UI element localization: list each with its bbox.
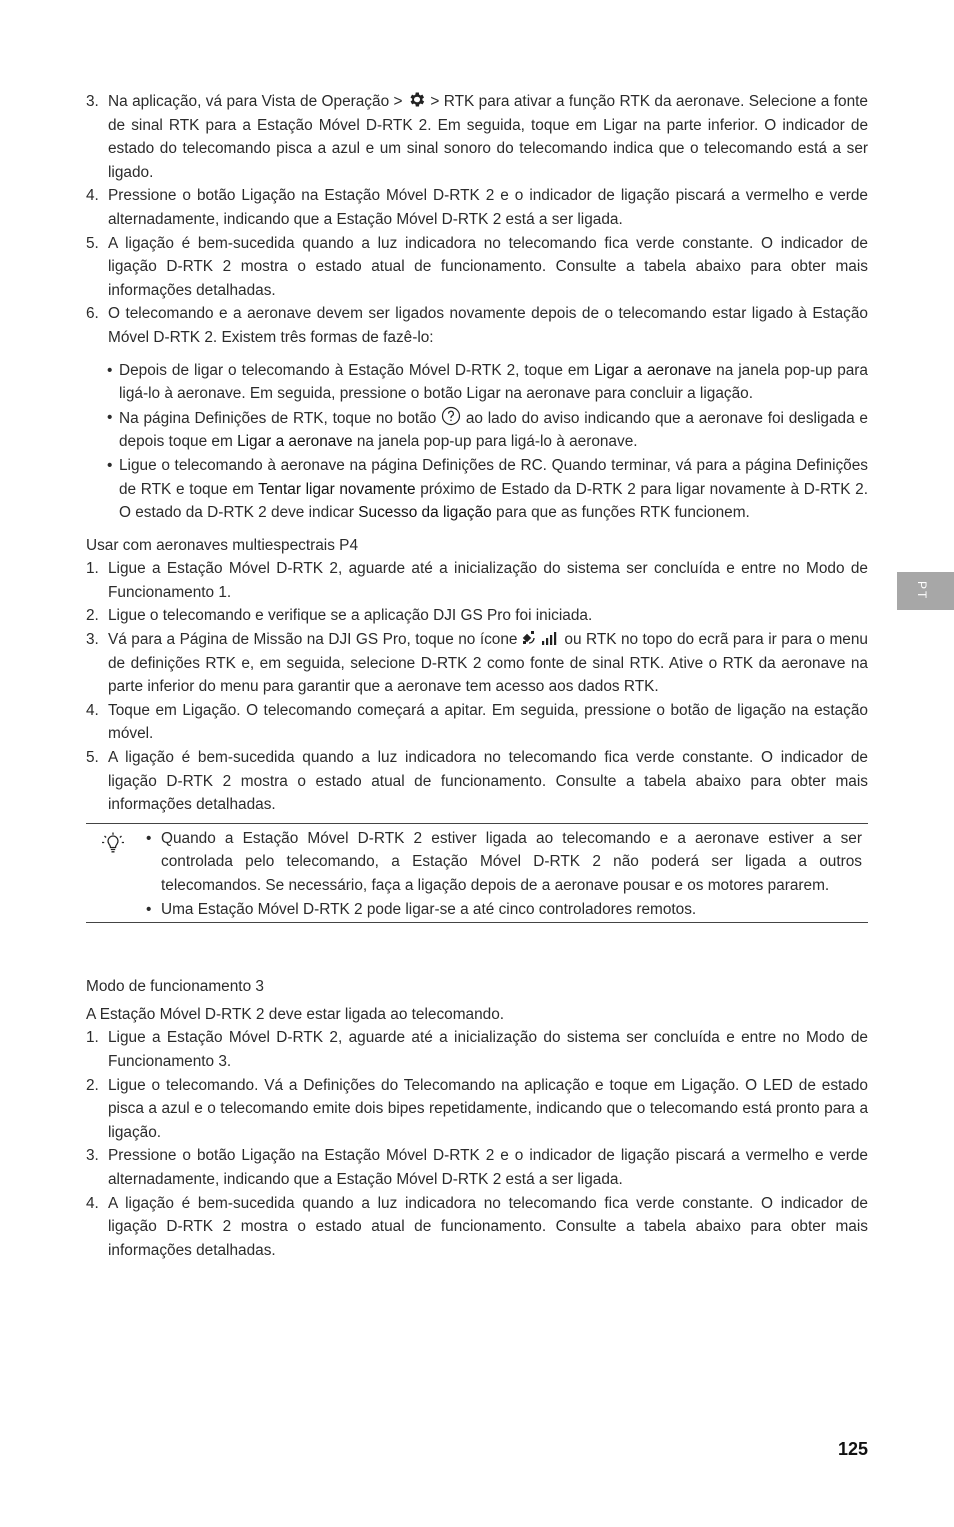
bullet-dot: • — [146, 829, 152, 847]
satellite-signal-icon — [522, 629, 560, 647]
section-title: Usar com aeronaves multiespectrais P4 — [86, 536, 359, 554]
item-text: Ligue o telecomando e verifique se a aplicação DJI GS Pro foi iniciada. — [108, 607, 593, 625]
bullet-item — [86, 454, 868, 525]
bullet-dot: • — [107, 408, 113, 426]
list-item — [86, 1026, 868, 1073]
bullet-text: Depois de ligar o telecomando à Estação Móvel D-RTK 2, toque em — [119, 361, 595, 379]
ui-term: Sucesso da ligação — [358, 504, 492, 522]
language-tab-label: PT — [915, 581, 929, 601]
item-text: Pressione o botão Ligação na Estação Móvel D-RTK 2 e o indicador de ligação piscará a vermelho e verde alternadamente, indicando que a Estação Móvel D-RTK 2 está a ser ligada. — [108, 187, 868, 228]
ui-term: Ligar a aeronave — [237, 433, 353, 451]
list-item — [86, 1144, 868, 1191]
language-tab — [897, 572, 954, 610]
bullet-dot: • — [107, 361, 113, 379]
list-item — [86, 746, 868, 817]
page-number: 125 — [837, 1439, 868, 1459]
note-bullet — [141, 898, 862, 922]
item-number: 4. — [86, 1194, 99, 1212]
bullet-text: para que as funções RTK funcionem. — [491, 504, 750, 522]
list-item — [86, 1192, 868, 1263]
item-text: Ligue o telecomando. Vá a Definições do Telecomando na aplicação e toque em Ligação. O LED de estado pisca a azul e o telecomando emite dois bipes repetidamente, indicando que o telecomando está pronto para a ligação. — [108, 1076, 868, 1141]
section-intro: A Estação Móvel D-RTK 2 deve estar ligada ao telecomando. — [86, 1005, 505, 1023]
list-item — [86, 302, 868, 349]
note-bullet — [141, 827, 862, 898]
page-body — [86, 90, 868, 1262]
item-text: Na aplicação, vá para Vista de Operação > — [108, 93, 407, 110]
item-text: Pressione o botão Ligação na Estação Móvel D-RTK 2 e o indicador de ligação piscará a vermelho e verde alternadamente, indicando que a Estação Móvel D-RTK 2 está a ser ligada. — [108, 1147, 868, 1188]
item-number: 4. — [86, 701, 99, 719]
list-item — [86, 184, 868, 231]
item-number: 5. — [86, 234, 99, 252]
list-item — [86, 628, 868, 699]
list-item — [86, 232, 868, 303]
item-text: A ligação é bem-sucedida quando a luz indicadora no telecomando fica verde constante. O indicador de ligação D-RTK 2 mostra o estado atual de funcionamento. Consulte a tabela abaixo para obter mais informações detalhadas. — [108, 234, 868, 299]
bullet-text: próximo de Estado da D-RTK 2 para ligar novamente à D-RTK 2. O estado da D-RTK 2 deve indicar — [119, 480, 868, 522]
tip-note — [86, 823, 868, 923]
item-number: 1. — [86, 1029, 99, 1047]
bullet-text: Na página Definições de RTK, toque no botão — [119, 409, 442, 427]
list-item — [86, 1074, 868, 1145]
item-number: 3. — [86, 631, 99, 649]
lightbulb-icon — [100, 830, 126, 856]
ui-term: Ligar a aeronave — [594, 361, 712, 379]
item-text: Toque em Ligação. O telecomando começará a apitar. Em seguida, pressione o botão de ligação na estação móvel. — [108, 701, 868, 743]
bullet-item — [86, 406, 868, 454]
bullet-item — [86, 359, 868, 406]
item-number: 5. — [86, 749, 99, 767]
bullet-text: Ligue o telecomando à aeronave na página Definições de RC. Quando terminar, vá para a página Definições de RTK e toque em — [119, 456, 868, 498]
list-item — [86, 557, 868, 604]
item-number: 2. — [86, 607, 99, 625]
list-item — [86, 604, 868, 628]
bullet-dot: • — [146, 900, 152, 918]
bullet-text: na janela pop-up para ligá-lo à aeronave. Em seguida, pressione o botão Ligar na aeronave para concluir a ligação. — [119, 361, 868, 403]
item-number: 3. — [86, 93, 99, 110]
item-number: 2. — [86, 1076, 99, 1094]
note-text: Quando a Estação Móvel D-RTK 2 estiver ligada ao telecomando e a aeronave estiver a ser controlada pelo telecomando, a Estação Móvel D-RTK 2 não poderá ser ligada a outros telecomandos. Se necessário, faça a ligação depois de a aeronave pousar e os motores pararem. — [161, 829, 862, 894]
section-title: Modo de funcionamento 3 — [86, 978, 264, 996]
list-item — [86, 699, 868, 746]
item-text: Vá para a Página de Missão na DJI GS Pro, toque no ícone — [108, 631, 522, 649]
item-text: O telecomando e a aeronave devem ser ligados novamente depois de o telecomando estar ligado à Estação Móvel D-RTK 2. Existem três formas de fazê-lo: — [108, 305, 868, 346]
bullet-dot: • — [107, 456, 113, 474]
item-number: 1. — [86, 560, 99, 578]
list-item — [86, 90, 868, 184]
item-number: 4. — [86, 187, 99, 205]
item-text: A ligação é bem-sucedida quando a luz indicadora no telecomando fica verde constante. O indicador de ligação D-RTK 2 mostra o estado atual de funcionamento. Consulte a tabela abaixo para obter mais informações detalhadas. — [108, 1194, 868, 1259]
note-text: Uma Estação Móvel D-RTK 2 pode ligar-se a até cinco controladores remotos. — [161, 900, 697, 918]
item-number: 3. — [86, 1147, 99, 1165]
item-text: Ligue a Estação Móvel D-RTK 2, aguarde até a inicialização do sistema ser concluída e entre no Modo de Funcionamento 3. — [108, 1029, 868, 1070]
item-text: ou RTK no topo do ecrã para ir para o menu de definições RTK e, em seguida, selecione D-RTK 2 como fonte de sinal RTK. Ative o RTK da aeronave na parte inferior do menu para garantir que a aeronave tem acesso aos dados RTK. — [108, 631, 868, 696]
help-circle-icon — [441, 406, 461, 426]
bullet-text: ao lado do aviso indicando que a aeronave foi desligada e depois toque em — [119, 409, 868, 451]
item-text: Ligue a Estação Móvel D-RTK 2, aguarde até a inicialização do sistema ser concluída e entre no Modo de Funcionamento 1. — [108, 560, 868, 601]
item-text: > RTK para ativar a função RTK da aeronave. Selecione a fonte de sinal RTK para a Estação Móvel D-RTK 2. Em seguida, toque em Ligar na parte inferior. O indicador de estado do telecomando pisca a azul e um sinal sonoro do telecomando indica que o telecomando está a ser ligado. — [108, 93, 868, 181]
gear-icon — [407, 90, 426, 109]
item-text: A ligação é bem-sucedida quando a luz indicadora no telecomando fica verde constante. O indicador de ligação D-RTK 2 mostra o estado atual de funcionamento. Consulte a tabela abaixo para obter mais informações detalhadas. — [108, 749, 868, 814]
ui-term: Tentar ligar novamente — [258, 480, 416, 498]
bullet-text: na janela pop-up para ligá-lo à aeronave. — [352, 433, 638, 451]
item-number: 6. — [86, 305, 99, 323]
